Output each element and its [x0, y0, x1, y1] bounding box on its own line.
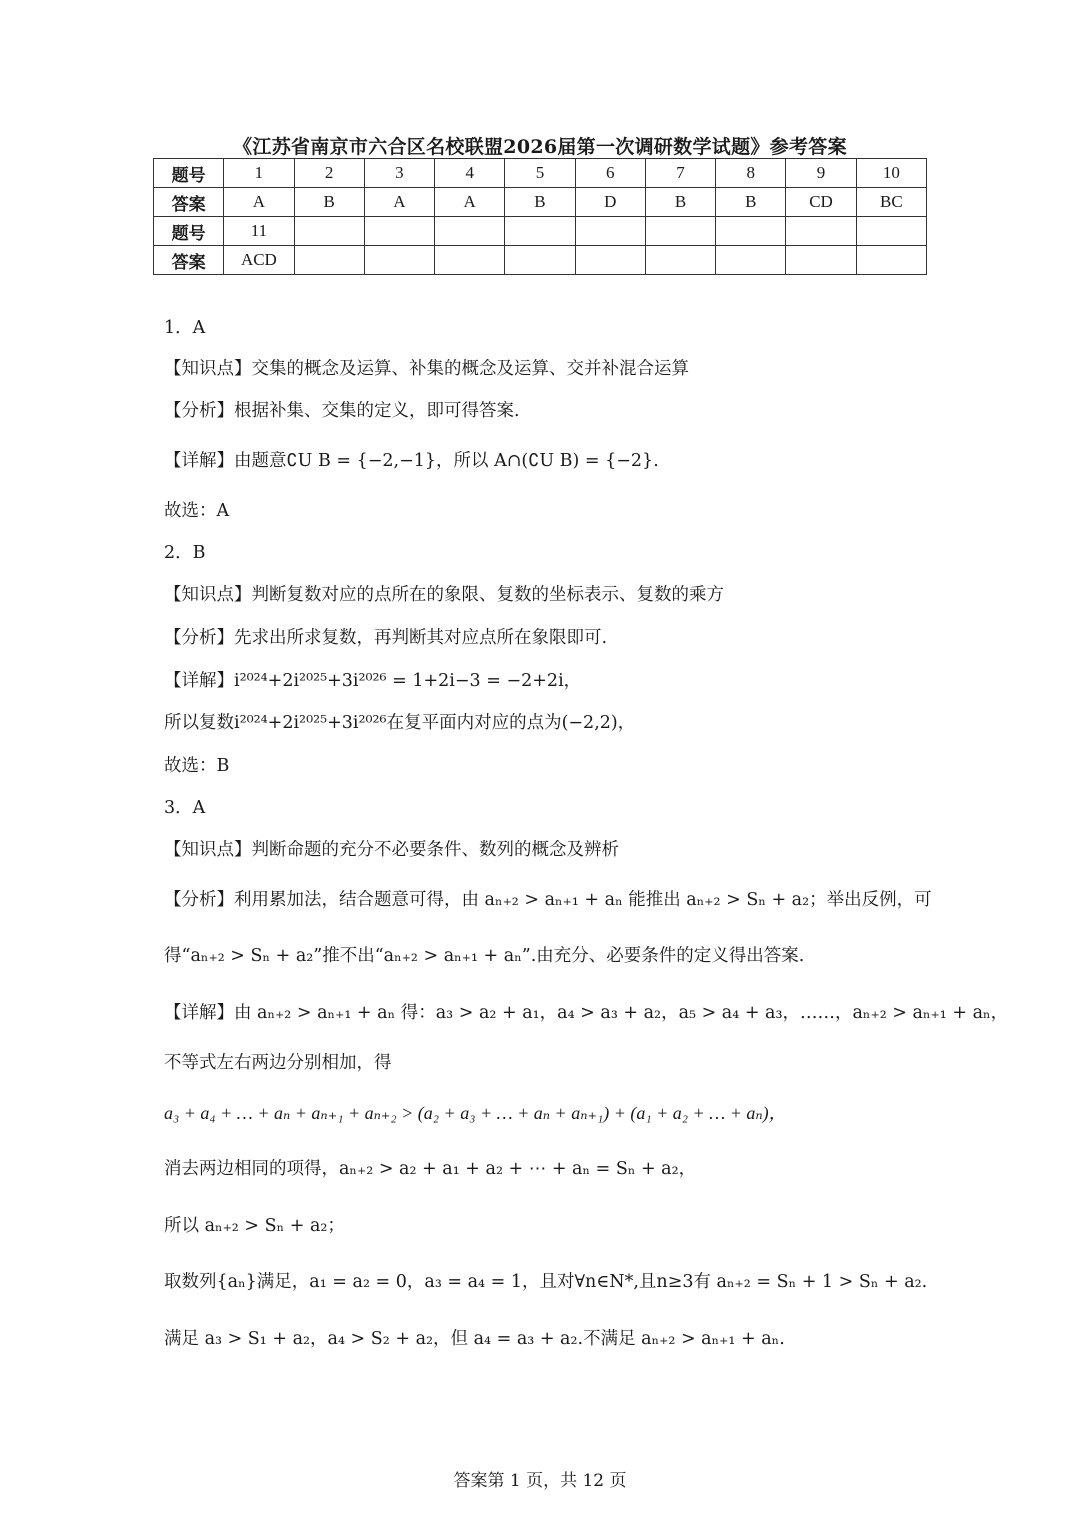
page-title: 《江苏省南京市六合区名校联盟2026届第一次调研数学试题》参考答案	[233, 136, 847, 158]
table-row	[154, 188, 927, 217]
table-cell	[294, 246, 364, 275]
q2-analysis: 【分析】先求出所求复数，再判断其对应点所在象限即可.	[164, 628, 608, 648]
table-cell: D	[575, 188, 645, 217]
table-cell	[786, 217, 856, 246]
table-cell: B	[716, 188, 786, 217]
q3-equation: a₃ + a₄ + … + aₙ + aₙ₊₁ + aₙ₊₂ > (a₂ + a₃ + … + aₙ + aₙ₊₁) + (a₁ + a₂ + … + aₙ)，	[164, 1103, 787, 1123]
table-cell: B	[645, 188, 715, 217]
q3-detail-3: 消去两边相同的项得，aₙ₊₂ > a₂ + a₁ + a₂ + ⋯ + aₙ = Sₙ + a₂，	[164, 1159, 697, 1179]
q2-detail: 【详解】i²⁰²⁴+2i²⁰²⁵+3i²⁰²⁶ = 1+2i−3 = −2+2i，	[164, 671, 582, 691]
table-cell: 7	[645, 159, 715, 188]
table-cell	[575, 246, 645, 275]
q3-detail: 【详解】由 aₙ₊₂ > aₙ₊₁ + aₙ 得：a₃ > a₂ + a₁，a₄ > a₃ + a₂，a₅ > a₄ + a₃，……，aₙ₊₂ > aₙ₊₁ + aₙ，	[164, 1003, 1009, 1023]
table-cell: ACD	[224, 246, 294, 275]
q3-detail-5: 取数列{aₙ}满足，a₁ = a₂ = 0，a₃ = a₄ = 1，且对∀n∈N*,且n≥3有 aₙ₊₂ = Sₙ + 1 > Sₙ + a₂.	[164, 1272, 928, 1292]
table-cell	[294, 217, 364, 246]
q2-detail-2: 所以复数i²⁰²⁴+2i²⁰²⁵+3i²⁰²⁶在复平面内对应的点为(−2,2)，	[164, 713, 636, 733]
table-cell: 4	[435, 159, 505, 188]
table-cell	[856, 246, 926, 275]
table-cell	[716, 217, 786, 246]
table-cell: B	[294, 188, 364, 217]
table-row	[154, 217, 927, 246]
q2-knowledge: 【知识点】判断复数对应的点所在的象限、复数的坐标表示、复数的乘方	[164, 585, 724, 605]
table-cell: 答案	[154, 188, 224, 217]
q3-answer: 3．A	[164, 798, 206, 818]
table-cell	[505, 217, 575, 246]
q3-analysis: 【分析】利用累加法，结合题意可得，由 aₙ₊₂ > aₙ₊₁ + aₙ 能推出 aₙ₊₂ > Sₙ + a₂；举出反例，可	[164, 890, 932, 910]
table-cell: A	[435, 188, 505, 217]
table-cell	[856, 217, 926, 246]
table-row	[154, 159, 927, 188]
q2-answer: 2．B	[164, 543, 206, 563]
q3-analysis-2: 得“aₙ₊₂ > Sₙ + a₂”推不出“aₙ₊₂ > aₙ₊₁ + aₙ”.由充分、必要条件的定义得出答案.	[164, 946, 805, 966]
q3-detail-6: 满足 a₃ > S₁ + a₂，a₄ > S₂ + a₂，但 a₄ = a₃ + a₂.不满足 aₙ₊₂ > aₙ₊₁ + aₙ.	[164, 1329, 785, 1349]
q1-knowledge: 【知识点】交集的概念及运算、补集的概念及运算、交并补混合运算	[164, 359, 689, 379]
table-cell	[645, 246, 715, 275]
q3-detail-4: 所以 aₙ₊₂ > Sₙ + a₂；	[164, 1216, 345, 1236]
table-cell	[435, 217, 505, 246]
table-cell: A	[364, 188, 434, 217]
table-cell	[505, 246, 575, 275]
table-cell: 答案	[154, 246, 224, 275]
q3-knowledge: 【知识点】判断命题的充分不必要条件、数列的概念及辨析	[164, 840, 619, 860]
q1-analysis: 【分析】根据补集、交集的定义，即可得答案.	[164, 401, 520, 421]
page-footer: 答案第 1 页，共 12 页	[453, 1471, 627, 1491]
table-cell: 2	[294, 159, 364, 188]
table-cell: 10	[856, 159, 926, 188]
table-cell	[716, 246, 786, 275]
q1-choice: 故选：A	[164, 501, 230, 521]
table-cell: BC	[856, 188, 926, 217]
table-cell: 3	[364, 159, 434, 188]
table-cell: A	[224, 188, 294, 217]
table-cell: 11	[224, 217, 294, 246]
table-cell: 1	[224, 159, 294, 188]
table-cell: 9	[786, 159, 856, 188]
table-cell: 6	[575, 159, 645, 188]
table-cell: CD	[786, 188, 856, 217]
table-cell: 题号	[154, 159, 224, 188]
table-cell: 题号	[154, 217, 224, 246]
table-cell: 5	[505, 159, 575, 188]
table-cell	[645, 217, 715, 246]
table-cell: B	[505, 188, 575, 217]
table-row	[154, 246, 927, 275]
q1-answer: 1．A	[164, 318, 206, 338]
q2-choice: 故选：B	[164, 756, 230, 776]
q3-detail-2: 不等式左右两边分别相加，得	[164, 1053, 392, 1073]
table-cell: 8	[716, 159, 786, 188]
q1-detail: 【详解】由题意∁U B = {−2,−1}，所以 A∩(∁U B) = {−2}.	[164, 451, 659, 471]
table-cell	[575, 217, 645, 246]
table-cell	[786, 246, 856, 275]
table-cell	[364, 246, 434, 275]
table-cell	[364, 217, 434, 246]
answer-table	[153, 158, 927, 275]
table-cell	[435, 246, 505, 275]
